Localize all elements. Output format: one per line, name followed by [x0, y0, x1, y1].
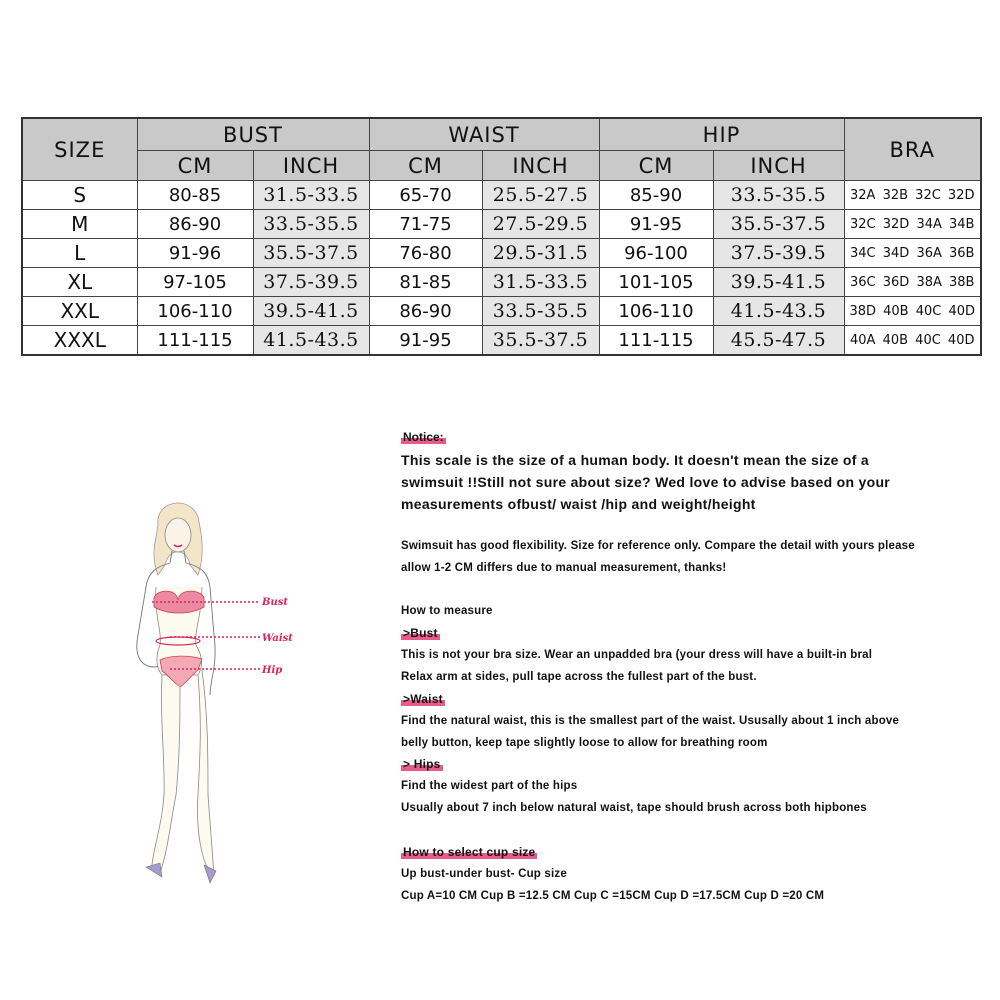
header-bra: BRA [844, 118, 981, 181]
cell-bra: 32C 32D 34A 34B [844, 210, 981, 239]
cell-bust-inch: 39.5-41.5 [253, 297, 369, 326]
svg-text:Waist: Waist [262, 633, 293, 644]
cell-size: XXL [22, 297, 137, 326]
cell-waist-inch: 31.5-33.5 [482, 268, 599, 297]
cell-bra: 36C 36D 38A 38B [844, 268, 981, 297]
cell-bust-cm: 106-110 [137, 297, 253, 326]
cell-bra: 32A 32B 32C 32D [844, 181, 981, 210]
waist-heading: >Waist [403, 692, 443, 706]
cell-hip-inch: 37.5-39.5 [713, 239, 844, 268]
cell-size: XL [22, 268, 137, 297]
header-waist-cm: CM [369, 151, 482, 181]
cell-hip-cm: 91-95 [599, 210, 713, 239]
cell-waist-cm: 65-70 [369, 181, 482, 210]
table-row [22, 181, 981, 210]
cell-size: L [22, 239, 137, 268]
woman-figure-icon [110, 495, 320, 885]
table-row [22, 297, 981, 326]
hips-line-2: Usually about 7 inch below natural waist, tape should brush across both hipbones [401, 802, 867, 814]
flex-line-1: Swimsuit has good flexibility. Size for reference only. Compare the detail with yours please [401, 540, 915, 552]
cell-hip-inch: 41.5-43.5 [713, 297, 844, 326]
cell-waist-inch: 27.5-29.5 [482, 210, 599, 239]
cell-bust-inch: 31.5-33.5 [253, 181, 369, 210]
cell-waist-inch: 33.5-35.5 [482, 297, 599, 326]
body-measurement-illustration [110, 495, 320, 885]
cell-waist-cm: 76-80 [369, 239, 482, 268]
cell-size: M [22, 210, 137, 239]
svg-text:Bust: Bust [262, 597, 288, 608]
table-row [22, 210, 981, 239]
cell-waist-inch: 25.5-27.5 [482, 181, 599, 210]
cell-hip-cm: 111-115 [599, 326, 713, 356]
cell-bust-cm: 91-96 [137, 239, 253, 268]
cell-bust-inch: 35.5-37.5 [253, 239, 369, 268]
cell-bust-cm: 111-115 [137, 326, 253, 356]
cell-bust-cm: 97-105 [137, 268, 253, 297]
size-chart-table [21, 117, 982, 356]
table-row [22, 239, 981, 268]
cell-waist-cm: 71-75 [369, 210, 482, 239]
cell-hip-inch: 33.5-35.5 [713, 181, 844, 210]
notice-line-3: measurements ofbust/ waist /hip and weight/height [401, 496, 756, 512]
table-row [22, 326, 981, 356]
header-bust-cm: CM [137, 151, 253, 181]
cell-bust-inch: 33.5-35.5 [253, 210, 369, 239]
cell-hip-cm: 85-90 [599, 181, 713, 210]
notice-line-1: This scale is the size of a human body. It doesn't mean the size of a [401, 452, 869, 468]
notice-heading: Notice: [403, 430, 444, 444]
waist-line-2: belly button, keep tape slightly loose to allow for breathing room [401, 737, 768, 749]
cell-hip-inch: 35.5-37.5 [713, 210, 844, 239]
notice-line-2: swimsuit !!Still not sure about size? Wed love to advise based on your [401, 474, 891, 490]
cell-bra: 38D 40B 40C 40D [844, 297, 981, 326]
bust-line-2: Relax arm at sides, pull tape across the fullest part of the bust. [401, 671, 757, 683]
cell-hip-inch: 45.5-47.5 [713, 326, 844, 356]
table-row [22, 268, 981, 297]
header-bust-inch: INCH [253, 151, 369, 181]
cell-waist-cm: 91-95 [369, 326, 482, 356]
header-bust: BUST [137, 118, 369, 151]
cell-bra: 40A 40B 40C 40D [844, 326, 981, 356]
cell-bust-inch: 37.5-39.5 [253, 268, 369, 297]
cup-line-2: Cup A=10 CM Cup B =12.5 CM Cup C =15CM Cup D =17.5CM Cup D =20 CM [401, 890, 825, 902]
flex-line-2: allow 1-2 CM differs due to manual measurement, thanks! [401, 562, 727, 574]
cell-bust-cm: 80-85 [137, 181, 253, 210]
hips-line-1: Find the widest part of the hips [401, 780, 578, 792]
cell-bra: 34C 34D 36A 36B [844, 239, 981, 268]
cell-waist-inch: 35.5-37.5 [482, 326, 599, 356]
cell-bust-inch: 41.5-43.5 [253, 326, 369, 356]
cell-hip-inch: 39.5-41.5 [713, 268, 844, 297]
cell-waist-inch: 29.5-31.5 [482, 239, 599, 268]
header-row-groups [22, 118, 981, 151]
waist-line-1: Find the natural waist, this is the smallest part of the waist. Ususally about 1 inch above [401, 715, 900, 727]
header-waist: WAIST [369, 118, 599, 151]
cell-waist-cm: 81-85 [369, 268, 482, 297]
how-to-measure-heading: How to measure [401, 605, 493, 617]
bust-heading: >Bust [403, 626, 438, 640]
header-hip: HIP [599, 118, 844, 151]
cell-hip-cm: 96-100 [599, 239, 713, 268]
cell-hip-cm: 101-105 [599, 268, 713, 297]
cup-size-heading: How to select cup size [403, 845, 536, 859]
cell-hip-cm: 106-110 [599, 297, 713, 326]
header-waist-inch: INCH [482, 151, 599, 181]
cell-waist-cm: 86-90 [369, 297, 482, 326]
header-hip-cm: CM [599, 151, 713, 181]
hips-heading: > Hips [403, 757, 441, 771]
cell-size: S [22, 181, 137, 210]
header-hip-inch: INCH [713, 151, 844, 181]
cell-bust-cm: 86-90 [137, 210, 253, 239]
cell-size: XXXL [22, 326, 137, 356]
header-size: SIZE [22, 118, 137, 181]
bust-line-1: This is not your bra size. Wear an unpadded bra (your dress will have a built-in bral [401, 649, 873, 661]
header-row-units [22, 151, 981, 181]
svg-text:Hip: Hip [262, 665, 283, 676]
cup-line-1: Up bust-under bust- Cup size [401, 868, 567, 880]
